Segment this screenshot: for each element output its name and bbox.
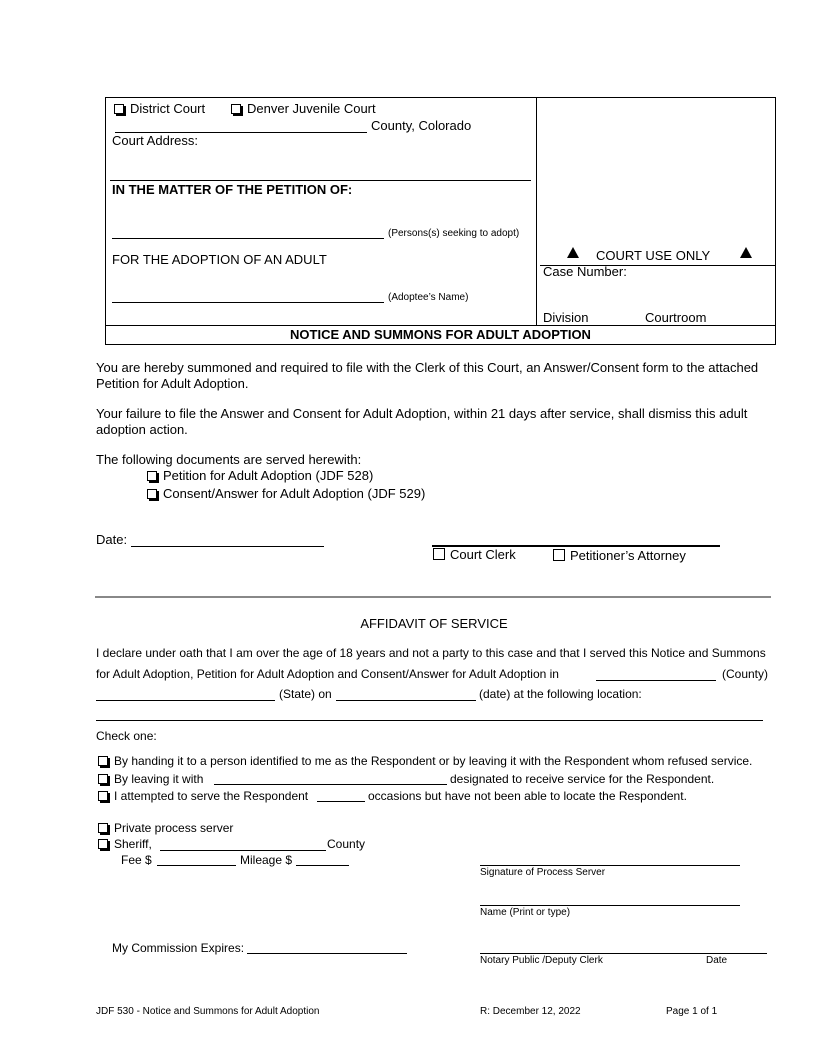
- matter-heading: IN THE MATTER OF THE PETITION OF:: [112, 182, 353, 197]
- checkbox-icon: [231, 104, 241, 114]
- district-court-label: District Court: [130, 101, 206, 116]
- petitioners-attorney-label: Petitioner’s Attorney: [570, 548, 686, 563]
- private-server-label: Private process server: [114, 821, 234, 835]
- notary-signature-line[interactable]: [480, 953, 767, 954]
- documents-intro: The following documents are served herewith:: [96, 452, 362, 467]
- footer-form-id: JDF 530 - Notice and Summons for Adult Adoption: [96, 1006, 320, 1017]
- title-row-border: [105, 325, 776, 326]
- printed-name-label: Name (Print or type): [480, 907, 571, 918]
- affidavit-line-1: I declare under oath that I am over the age of 18 years and not a party to this case and that I served this Notice and Summons: [96, 646, 766, 660]
- adoptee-name-blank[interactable]: [112, 302, 384, 303]
- denver-juvenile-label: Denver Juvenile Court: [247, 101, 376, 116]
- notary-date-label: Date: [706, 955, 728, 966]
- case-number-label: Case Number:: [543, 264, 627, 279]
- service-date-blank[interactable]: [336, 700, 476, 701]
- checkbox-icon: [98, 756, 108, 766]
- doc-consent-label: Consent/Answer for Adult Adoption (JDF 529): [163, 486, 426, 501]
- commission-blank[interactable]: [247, 953, 407, 954]
- petitioners-attorney-option[interactable]: [553, 548, 686, 563]
- affidavit-heading: AFFIDAVIT OF SERVICE: [360, 616, 508, 631]
- adoptee-name-label: (Adoptee’s Name): [388, 292, 469, 303]
- division-label: Division: [543, 310, 589, 325]
- form-title: NOTICE AND SUMMONS FOR ADULT ADOPTION: [290, 327, 591, 342]
- checkbox-icon: [98, 839, 108, 849]
- court-clerk-option[interactable]: [433, 547, 516, 562]
- sheriff-county-label: County: [327, 837, 366, 851]
- check-one-label: Check one:: [96, 729, 157, 743]
- county-colorado-label: County, Colorado: [371, 118, 472, 133]
- persons-seeking-label: (Persons(s) seeking to adopt): [388, 228, 520, 239]
- designee-blank[interactable]: [214, 784, 447, 785]
- commission-label: My Commission Expires:: [112, 941, 245, 955]
- service-option-attempted[interactable]: [98, 789, 308, 803]
- denver-juvenile-option[interactable]: [231, 101, 376, 116]
- doc-petition-label: Petition for Adult Adoption (JDF 528): [163, 468, 374, 483]
- location-blank[interactable]: [96, 720, 763, 721]
- county-served-blank[interactable]: [596, 680, 716, 681]
- fee-label: Fee $: [121, 853, 152, 867]
- doc-petition-item[interactable]: [147, 468, 373, 483]
- server-signature-line[interactable]: [480, 865, 740, 866]
- service-option-handing-label: By handing it to a person identified to me as the Respondent or by leaving it with the Respondent whom refused service.: [114, 754, 753, 768]
- service-option-leaving[interactable]: [98, 772, 203, 786]
- attempts-blank[interactable]: [317, 801, 365, 802]
- up-triangle-icon: [740, 247, 752, 258]
- mileage-blank[interactable]: [296, 865, 349, 866]
- adoption-of-adult-label: FOR THE ADOPTION OF AN ADULT: [112, 252, 327, 267]
- section-separator: [95, 596, 771, 598]
- checkbox-icon: [147, 489, 157, 499]
- checkbox-icon: [98, 823, 108, 833]
- courtroom-label: Courtroom: [645, 310, 707, 325]
- doc-consent-item[interactable]: [147, 486, 425, 501]
- failure-paragraph: Your failure to file the Answer and Consent for Adult Adoption, within 21 days after service, shall dismiss this adult adoption action.: [96, 406, 748, 437]
- printed-name-line[interactable]: [480, 905, 740, 906]
- server-signature-label: Signature of Process Server: [480, 867, 606, 878]
- summons-paragraph: You are hereby summoned and required to file with the Clerk of this Court, an Answer/Consent form to the attached Petition for Adult Adoption.: [96, 360, 759, 391]
- state-blank[interactable]: [96, 700, 275, 701]
- caption-box: [105, 97, 776, 345]
- checkbox-icon: [114, 104, 124, 114]
- footer-revision: R: December 12, 2022: [480, 1006, 581, 1017]
- checkbox-icon: [433, 548, 445, 560]
- caption-divider: [536, 97, 537, 325]
- affidavit-state-label: (State) on: [279, 687, 332, 701]
- sheriff-option[interactable]: [98, 837, 152, 851]
- affidavit-county-label: (County): [722, 667, 769, 681]
- checkbox-icon: [98, 774, 108, 784]
- notary-label: Notary Public /Deputy Clerk: [480, 955, 603, 966]
- footer-page: Page 1 of 1: [666, 1006, 718, 1017]
- private-server-option[interactable]: [98, 821, 233, 835]
- checkbox-icon: [553, 549, 565, 561]
- district-court-option[interactable]: [114, 101, 205, 116]
- affidavit-location-label: (date) at the following location:: [479, 687, 642, 701]
- sheriff-label: Sheriff,: [114, 837, 152, 851]
- service-option-attempted-rest: occasions but have not been able to locate the Respondent.: [368, 789, 687, 803]
- court-use-only-label: COURT USE ONLY: [596, 248, 711, 263]
- checkbox-icon: [147, 471, 157, 481]
- court-address-label: Court Address:: [112, 133, 198, 148]
- sheriff-county-blank[interactable]: [160, 850, 326, 851]
- affidavit-line-2a: for Adult Adoption, Petition for Adult Adoption and Consent/Answer for Adult Adoption in: [96, 667, 559, 681]
- petitioner-name-blank[interactable]: [112, 238, 384, 239]
- date-label: Date:: [96, 532, 128, 547]
- fee-blank[interactable]: [157, 865, 236, 866]
- matter-divider: [110, 180, 531, 181]
- court-clerk-label: Court Clerk: [450, 547, 516, 562]
- service-option-handing[interactable]: [98, 754, 752, 768]
- date-blank[interactable]: [131, 546, 324, 547]
- up-triangle-icon: [567, 247, 579, 258]
- checkbox-icon: [98, 791, 108, 801]
- service-option-attempted-label: I attempted to serve the Respondent: [114, 789, 309, 803]
- service-option-leaving-rest: designated to receive service for the Respondent.: [450, 772, 715, 786]
- service-option-leaving-label: By leaving it with: [114, 772, 204, 786]
- mileage-label: Mileage $: [240, 853, 293, 867]
